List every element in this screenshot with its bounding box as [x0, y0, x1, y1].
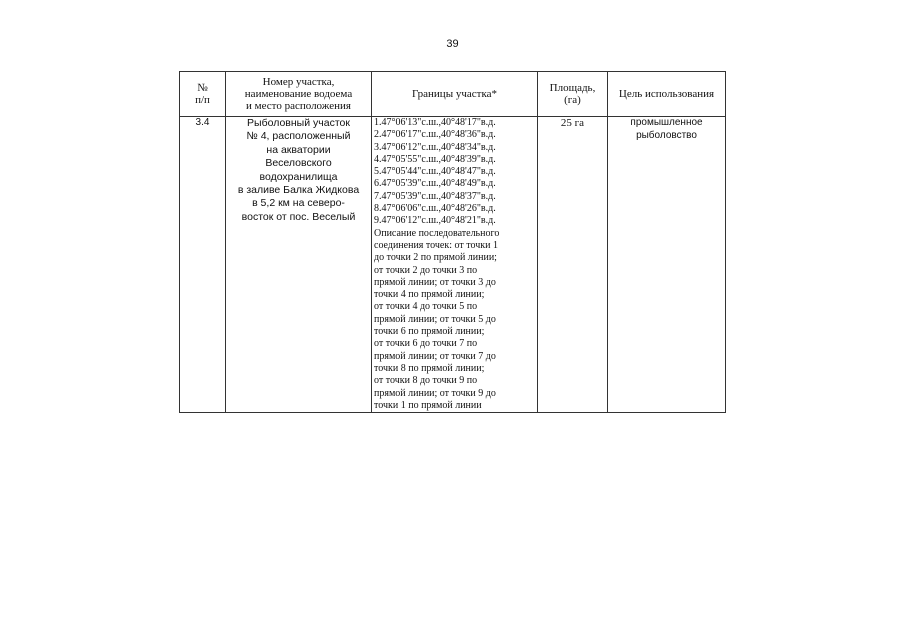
description-line: Описание последовательного [374, 227, 500, 239]
header-area-line: Площадь, [549, 82, 596, 94]
table-header-row [180, 72, 726, 117]
site-line: восток от пос. Веселый [241, 210, 356, 223]
header-purpose-line: Цель использования [618, 88, 715, 100]
cell-area: 25 га [538, 117, 608, 413]
description-line: точки 1 по прямой линии [374, 399, 482, 411]
cell-bounds [372, 117, 538, 413]
header-area-line: (га) [564, 94, 581, 106]
header-number-line: п/п [195, 94, 210, 106]
header-number-line: № [197, 82, 208, 94]
coordinate-line: 8.47°06'06"с.ш.,40°48'26"в.д. [374, 203, 496, 215]
description-line: прямой линии; от точки 9 до [374, 387, 496, 399]
description-line: точки 4 по прямой линии; [374, 289, 485, 301]
site-line: водохранилища [259, 170, 338, 183]
header-area [538, 72, 608, 117]
description-line: прямой линии; от точки 5 до [374, 313, 496, 325]
description-line: от точки 2 до точки 3 по [374, 264, 478, 276]
header-site [226, 72, 372, 117]
header-number [180, 72, 226, 117]
site-line: Веселовского [265, 157, 332, 170]
fishing-site-table [179, 71, 726, 413]
site-line: Рыболовный участок [247, 117, 350, 129]
coordinate-line: 1.47°06'13"с.ш.,40°48'17"в.д. [374, 117, 496, 128]
site-line: в 5,2 км на северо- [252, 197, 345, 210]
header-site-line: наименование водоема [244, 88, 353, 100]
header-site-line: и место расположения [246, 100, 351, 112]
page-number: 39 [446, 38, 459, 50]
coordinate-line: 2.47°06'17"с.ш.,40°48'36"в.д. [374, 129, 496, 141]
table-row [180, 117, 726, 413]
description-line: прямой линии; от точки 3 до [374, 276, 496, 288]
coordinate-line: 6.47°05'39"с.ш.,40°48'49"в.д. [374, 178, 496, 190]
cell-number: 3.4 [180, 117, 226, 413]
description-line: соединения точек: от точки 1 [374, 239, 498, 251]
description-line: до точки 2 по прямой линии; [374, 252, 497, 264]
coordinate-line: 5.47°05'44"с.ш.,40°48'47"в.д. [374, 166, 496, 178]
description-line: точки 8 по прямой линии; [374, 362, 485, 374]
coordinate-line: 7.47°05'39"с.ш.,40°48'37"в.д. [374, 190, 496, 202]
purpose-line: рыболовство [636, 129, 697, 141]
coordinate-line: 4.47°05'55"с.ш.,40°48'39"в.д. [374, 153, 496, 165]
description-line: от точки 8 до точки 9 по [374, 375, 478, 387]
cell-purpose [608, 117, 726, 413]
site-line: № 4, расположенный [246, 130, 351, 143]
cell-site [226, 117, 372, 413]
description-line: от точки 4 до точки 5 по [374, 301, 478, 313]
coordinate-line: 9.47°06'12"с.ш.,40°48'21"в.д. [374, 215, 496, 227]
header-site-line: Номер участка, [262, 76, 335, 88]
description-line: прямой линии; от точки 7 до [374, 350, 496, 362]
coordinate-line: 3.47°06'12"с.ш.,40°48'34"в.д. [374, 141, 496, 153]
header-purpose [608, 72, 726, 117]
purpose-line: промышленное [630, 117, 703, 128]
header-bounds [372, 72, 538, 117]
site-line: на акватории [266, 143, 331, 156]
header-bounds-line: Границы участка* [411, 88, 497, 100]
site-line: в заливе Балка Жидкова [237, 184, 360, 197]
description-line: от точки 6 до точки 7 по [374, 338, 478, 350]
description-line: точки 6 по прямой линии; [374, 326, 485, 338]
